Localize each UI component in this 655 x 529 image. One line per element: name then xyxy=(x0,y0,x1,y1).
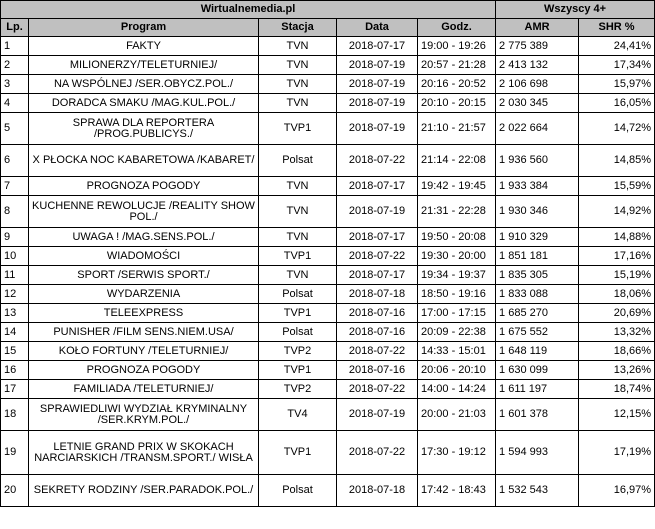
cell-amr: 2 106 698 xyxy=(496,75,579,94)
table-row xyxy=(1,94,655,113)
cell-lp: 10 xyxy=(1,247,29,266)
col-stacja-header: Stacja xyxy=(259,19,337,37)
cell-program: FAKTY xyxy=(29,37,259,56)
cell-shr: 13,26% xyxy=(579,361,655,380)
cell-data: 2018-07-22 xyxy=(337,380,418,399)
cell-program: SEKRETY RODZINY /SER.PARADOK.POL./ xyxy=(29,475,259,507)
cell-stacja: TVN xyxy=(259,266,337,285)
cell-program: NA WSPÓLNEJ /SER.OBYCZ.POL./ xyxy=(29,75,259,94)
cell-amr: 1 601 378 xyxy=(496,399,579,431)
cell-stacja: TVP1 xyxy=(259,361,337,380)
col-program-header: Program xyxy=(29,19,259,37)
cell-shr: 13,32% xyxy=(579,323,655,342)
cell-amr: 1 630 099 xyxy=(496,361,579,380)
source-header: Wirtualnemedia.pl xyxy=(1,1,496,19)
cell-shr: 12,15% xyxy=(579,399,655,431)
table-row xyxy=(1,145,655,177)
cell-lp: 20 xyxy=(1,475,29,507)
cell-godz: 18:50 - 19:16 xyxy=(418,285,496,304)
cell-program: PROGNOZA POGODY xyxy=(29,361,259,380)
cell-program: WIADOMOŚCI xyxy=(29,247,259,266)
cell-stacja: TVN xyxy=(259,94,337,113)
cell-data: 2018-07-17 xyxy=(337,266,418,285)
cell-stacja: TVP1 xyxy=(259,247,337,266)
cell-lp: 4 xyxy=(1,94,29,113)
cell-godz: 20:57 - 21:28 xyxy=(418,56,496,75)
table-row xyxy=(1,304,655,323)
cell-shr: 14,72% xyxy=(579,113,655,145)
cell-lp: 18 xyxy=(1,399,29,431)
cell-data: 2018-07-19 xyxy=(337,196,418,228)
cell-stacja: TVN xyxy=(259,75,337,94)
cell-godz: 20:10 - 20:15 xyxy=(418,94,496,113)
cell-amr: 2 030 345 xyxy=(496,94,579,113)
cell-amr: 1 594 993 xyxy=(496,431,579,475)
cell-godz: 21:31 - 22:28 xyxy=(418,196,496,228)
cell-lp: 7 xyxy=(1,177,29,196)
cell-shr: 17,16% xyxy=(579,247,655,266)
table-row xyxy=(1,75,655,94)
cell-stacja: TVN xyxy=(259,56,337,75)
cell-shr: 24,41% xyxy=(579,37,655,56)
cell-program: DORADCA SMAKU /MAG.KUL.POL./ xyxy=(29,94,259,113)
cell-amr: 1 685 270 xyxy=(496,304,579,323)
cell-program: SPORT /SERWIS SPORT./ xyxy=(29,266,259,285)
cell-amr: 1 833 088 xyxy=(496,285,579,304)
cell-data: 2018-07-17 xyxy=(337,177,418,196)
cell-amr: 1 936 560 xyxy=(496,145,579,177)
cell-data: 2018-07-16 xyxy=(337,361,418,380)
cell-data: 2018-07-16 xyxy=(337,323,418,342)
cell-data: 2018-07-22 xyxy=(337,342,418,361)
cell-lp: 11 xyxy=(1,266,29,285)
cell-godz: 20:16 - 20:52 xyxy=(418,75,496,94)
table-row xyxy=(1,113,655,145)
cell-godz: 20:09 - 22:38 xyxy=(418,323,496,342)
col-data-header: Data xyxy=(337,19,418,37)
cell-amr: 1 675 552 xyxy=(496,323,579,342)
cell-program: MILIONERZY/TELETURNIEJ/ xyxy=(29,56,259,75)
cell-data: 2018-07-19 xyxy=(337,56,418,75)
cell-godz: 17:30 - 19:12 xyxy=(418,431,496,475)
table-row xyxy=(1,285,655,304)
cell-godz: 19:50 - 20:08 xyxy=(418,228,496,247)
cell-program: UWAGA ! /MAG.SENS.POL./ xyxy=(29,228,259,247)
cell-godz: 21:10 - 21:57 xyxy=(418,113,496,145)
cell-lp: 2 xyxy=(1,56,29,75)
cell-amr: 1 910 329 xyxy=(496,228,579,247)
cell-godz: 14:00 - 14:24 xyxy=(418,380,496,399)
header-row-columns xyxy=(1,19,655,37)
cell-program: SPRAWIEDLIWI WYDZIAŁ KRYMINALNY /SER.KRYM.POL./ xyxy=(29,399,259,431)
cell-shr: 18,66% xyxy=(579,342,655,361)
cell-shr: 17,19% xyxy=(579,431,655,475)
cell-lp: 8 xyxy=(1,196,29,228)
cell-lp: 9 xyxy=(1,228,29,247)
cell-stacja: Polsat xyxy=(259,475,337,507)
cell-stacja: Polsat xyxy=(259,285,337,304)
table-row xyxy=(1,266,655,285)
cell-godz: 20:00 - 21:03 xyxy=(418,399,496,431)
cell-data: 2018-07-17 xyxy=(337,37,418,56)
cell-shr: 16,05% xyxy=(579,94,655,113)
cell-data: 2018-07-18 xyxy=(337,475,418,507)
cell-godz: 20:06 - 20:10 xyxy=(418,361,496,380)
cell-lp: 6 xyxy=(1,145,29,177)
table-body xyxy=(1,37,655,507)
table-row xyxy=(1,475,655,507)
cell-stacja: TVN xyxy=(259,196,337,228)
cell-data: 2018-07-17 xyxy=(337,228,418,247)
cell-program: KOŁO FORTUNY /TELETURNIEJ/ xyxy=(29,342,259,361)
cell-amr: 1 648 119 xyxy=(496,342,579,361)
cell-program: PROGNOZA POGODY xyxy=(29,177,259,196)
cell-data: 2018-07-22 xyxy=(337,145,418,177)
cell-amr: 1 835 305 xyxy=(496,266,579,285)
cell-lp: 16 xyxy=(1,361,29,380)
cell-stacja: TVP1 xyxy=(259,431,337,475)
cell-shr: 14,85% xyxy=(579,145,655,177)
cell-program: SPRAWA DLA REPORTERA /PROG.PUBLICYS./ xyxy=(29,113,259,145)
cell-program: WYDARZENIA xyxy=(29,285,259,304)
cell-stacja: TVP2 xyxy=(259,342,337,361)
table-row xyxy=(1,380,655,399)
cell-stacja: TVP1 xyxy=(259,113,337,145)
cell-amr: 1 611 197 xyxy=(496,380,579,399)
cell-program: PUNISHER /FILM SENS.NIEM.USA/ xyxy=(29,323,259,342)
cell-amr: 1 532 543 xyxy=(496,475,579,507)
col-shr-header: SHR % xyxy=(579,19,655,37)
cell-godz: 17:00 - 17:15 xyxy=(418,304,496,323)
cell-lp: 12 xyxy=(1,285,29,304)
cell-data: 2018-07-22 xyxy=(337,431,418,475)
cell-stacja: TV4 xyxy=(259,399,337,431)
cell-lp: 15 xyxy=(1,342,29,361)
cell-program: LETNIE GRAND PRIX W SKOKACH NARCIARSKICH /TRANSM.SPORT./ WISŁA xyxy=(29,431,259,475)
cell-data: 2018-07-19 xyxy=(337,399,418,431)
cell-program: FAMILIADA /TELETURNIEJ/ xyxy=(29,380,259,399)
header-row-top xyxy=(1,1,655,19)
cell-stacja: Polsat xyxy=(259,323,337,342)
cell-godz: 14:33 - 15:01 xyxy=(418,342,496,361)
cell-program: TELEEXPRESS xyxy=(29,304,259,323)
cell-amr: 2 775 389 xyxy=(496,37,579,56)
cell-data: 2018-07-19 xyxy=(337,94,418,113)
table-row xyxy=(1,342,655,361)
cell-godz: 17:42 - 18:43 xyxy=(418,475,496,507)
cell-lp: 17 xyxy=(1,380,29,399)
cell-shr: 16,97% xyxy=(579,475,655,507)
cell-amr: 1 933 384 xyxy=(496,177,579,196)
cell-godz: 19:30 - 20:00 xyxy=(418,247,496,266)
table-row xyxy=(1,37,655,56)
cell-godz: 19:42 - 19:45 xyxy=(418,177,496,196)
cell-lp: 19 xyxy=(1,431,29,475)
cell-program: KUCHENNE REWOLUCJE /REALITY SHOW POL./ xyxy=(29,196,259,228)
cell-stacja: Polsat xyxy=(259,145,337,177)
cell-shr: 14,92% xyxy=(579,196,655,228)
cell-godz: 19:00 - 19:26 xyxy=(418,37,496,56)
cell-lp: 13 xyxy=(1,304,29,323)
table-row xyxy=(1,399,655,431)
cell-amr: 2 022 664 xyxy=(496,113,579,145)
cell-godz: 21:14 - 22:08 xyxy=(418,145,496,177)
cell-stacja: TVN xyxy=(259,177,337,196)
cell-data: 2018-07-18 xyxy=(337,285,418,304)
cell-shr: 15,19% xyxy=(579,266,655,285)
cell-stacja: TVN xyxy=(259,37,337,56)
group-header: Wszyscy 4+ xyxy=(496,1,655,19)
col-lp-header: Lp. xyxy=(1,19,29,37)
cell-shr: 14,88% xyxy=(579,228,655,247)
cell-lp: 1 xyxy=(1,37,29,56)
table-row xyxy=(1,361,655,380)
col-amr-header: AMR xyxy=(496,19,579,37)
cell-lp: 3 xyxy=(1,75,29,94)
cell-program: X PŁOCKA NOC KABARETOWA /KABARET/ xyxy=(29,145,259,177)
cell-shr: 15,59% xyxy=(579,177,655,196)
cell-data: 2018-07-19 xyxy=(337,75,418,94)
cell-shr: 17,34% xyxy=(579,56,655,75)
cell-godz: 19:34 - 19:37 xyxy=(418,266,496,285)
table-row xyxy=(1,196,655,228)
col-godz-header: Godz. xyxy=(418,19,496,37)
cell-shr: 20,69% xyxy=(579,304,655,323)
cell-data: 2018-07-19 xyxy=(337,113,418,145)
cell-lp: 5 xyxy=(1,113,29,145)
cell-amr: 1 930 346 xyxy=(496,196,579,228)
table-row xyxy=(1,56,655,75)
table-row xyxy=(1,177,655,196)
table-row xyxy=(1,247,655,266)
table-row xyxy=(1,228,655,247)
cell-shr: 15,97% xyxy=(579,75,655,94)
cell-shr: 18,06% xyxy=(579,285,655,304)
cell-stacja: TVN xyxy=(259,228,337,247)
cell-data: 2018-07-16 xyxy=(337,304,418,323)
cell-stacja: TVP1 xyxy=(259,304,337,323)
cell-lp: 14 xyxy=(1,323,29,342)
cell-stacja: TVP2 xyxy=(259,380,337,399)
cell-shr: 18,74% xyxy=(579,380,655,399)
table-row xyxy=(1,323,655,342)
cell-data: 2018-07-22 xyxy=(337,247,418,266)
cell-amr: 1 851 181 xyxy=(496,247,579,266)
cell-amr: 2 413 132 xyxy=(496,56,579,75)
table-row xyxy=(1,431,655,475)
